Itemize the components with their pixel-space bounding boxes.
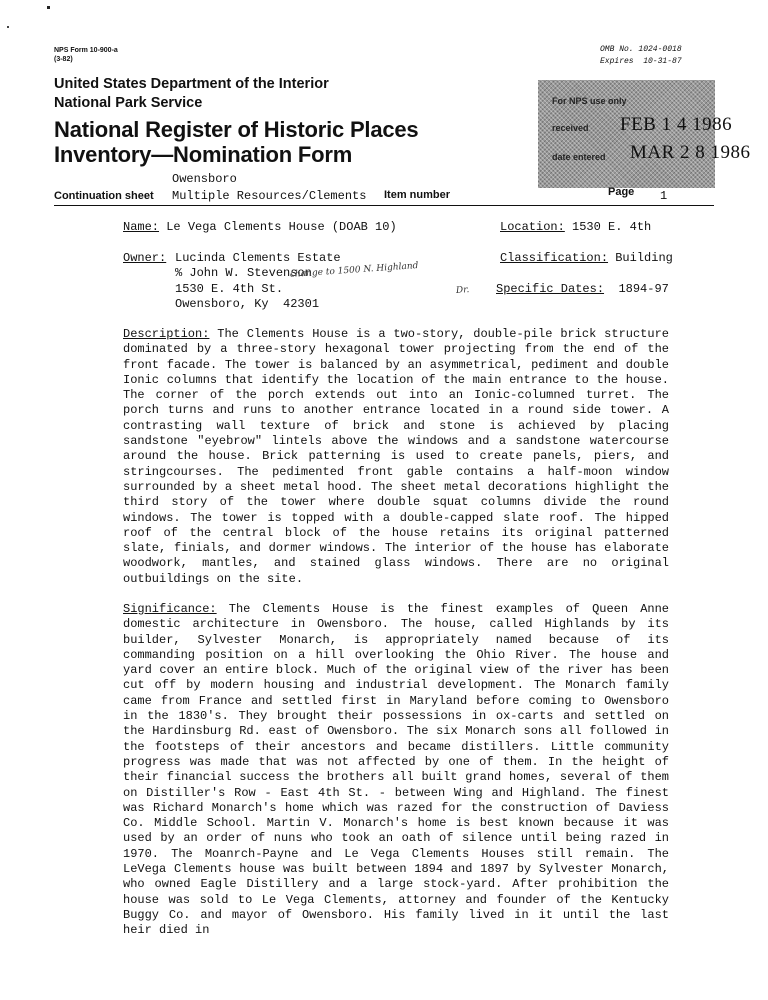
form-number-line1: NPS Form 10-900-a <box>54 47 118 54</box>
owner-line1: Lucinda Clements Estate <box>175 251 341 265</box>
owner-label <box>123 251 166 265</box>
handwritten-address-correction-suffix: Dr. <box>455 285 470 296</box>
scan-speck <box>47 6 50 9</box>
stamp-use-label: For NPS use only <box>552 96 627 106</box>
description-label: Description: <box>123 327 210 341</box>
nps-use-stamp <box>538 80 751 188</box>
classification-label: Classification: <box>500 251 609 265</box>
form-title-line2: Inventory—Nomination Form <box>54 142 353 167</box>
classification-field <box>500 251 673 265</box>
significance-text: The Clements House is the finest examples of Queen Anne domestic architecture in Owensboro. The house, called Highlands by its builder, Sylvester Monarch, is appropriately named because of its commanding position on a hill overlooking the Ohio River. The house and yard cover an entire block. Much of the original view of the river has been cut off by modern housing and industrial development. The Monarch family came from France and settled first in Maryland before coming to Owensboro in the 1830's. They brought their possessions in ox-carts and settled on the Hardinsburg Rd. east of Owensboro. The six Monarch sons all followed in the footsteps of their ancestors and became distillers. Little community progress was made that was not affected by one of them. In the height of their financial success the brothers all built grand homes, several of them on Distiller's Row - East 4th St. - between Wing and Highland. The finest was Richard Monarch's home which was razed for the construction of Daviess Co. Middle School. Martin V. Monarch's home is best known because it was used by an order of nuns who took an oath of silence until being razed in 1970. The Moanrch-Payne and Le Vega Clements Houses still remain. The LeVega Clements house was built between 1894 and 1897 by Sylvester Monarch, who owned Eagle Distillery and a large stock-yard. After prohibition the house was sold to Le Vega Clements, attorney and founder of the Kentucky Buggy Co. and mayor of Owensboro. His family lived in it until the last heir died in <box>123 602 669 938</box>
name-field <box>123 220 397 234</box>
page-label: Page <box>608 186 635 198</box>
significance-paragraph <box>123 602 669 939</box>
description-text: The Clements House is a two-story, double-pile brick structure dominated by a three-story hexagonal tower projecting from the end of the front facade. The tower is balanced by an asymmetrical, pediment and double Ionic columns that identify the location of the main entrance to the house. The corner of the porch extends out into an Ionic-columned turret. The porch turns and runs to another entrance located in a round side tower. A contrasting wall texture of brick and stone is achieved by placing sandstone "eyebrow" lintels above the windows and a sandstone watercourse around the house. Brick patterning is used to create panels, piers, and stringcourses. The pedimented front gable contains a half-moon window surrounded by a sheet metal hood. The sheet metal decorations highlight the third story of the tower where double squat columns divide the round windows. The tower is topped with a double-capped slate roof. The hipped roof of the central block of the house retains its original patterned slate, finials, and dormer windows. The interior of the house has elaborate woodwork, mantles, and stained glass windows. There are no original outbuildings on the site. <box>123 327 669 586</box>
description-paragraph <box>123 327 669 587</box>
omb-expiration: Expires 10-31-87 <box>600 57 682 66</box>
location-label: Location: <box>500 220 565 234</box>
item-number-label: Item number <box>384 189 451 201</box>
dates-label: Specific Dates: <box>496 282 605 296</box>
omb-number: OMB No. 1024-0018 <box>600 45 682 54</box>
handwritten-address-correction: change to 1500 N. Highland <box>289 261 419 280</box>
owner-line2: % John W. Stevenson <box>175 266 312 280</box>
classification-value: Building <box>615 251 673 265</box>
location-value: 1530 E. 4th <box>572 220 652 234</box>
dates-value: 1894-97 <box>618 282 669 296</box>
dates-field <box>496 282 669 296</box>
location-field <box>500 220 651 234</box>
scan-speck <box>7 26 9 28</box>
owner-line4: Owensboro, Ky 42301 <box>175 297 320 311</box>
page-number: 1 <box>660 189 668 203</box>
header-rule <box>54 205 714 206</box>
owner-line3: 1530 E. 4th St. <box>175 282 284 296</box>
continuation-place: Owensboro <box>172 172 237 186</box>
name-value: Le Vega Clements House (DOAB 10) <box>166 220 397 234</box>
continuation-sheet-label: Continuation sheet <box>54 190 154 202</box>
name-label: Name: <box>123 220 160 234</box>
stamp-entered-date: MAR 2 8 1986 <box>630 142 751 163</box>
agency-name: National Park Service <box>54 95 203 111</box>
stamp-received-date: FEB 1 4 1986 <box>620 114 733 135</box>
stamp-received-label: received <box>552 123 589 133</box>
form-title-line1: National Register of Historic Places <box>54 117 419 142</box>
continuation-sheet-value: Multiple Resources/Clements <box>172 189 367 203</box>
form-number-line2: (3-82) <box>54 56 73 63</box>
omb-block <box>600 44 682 68</box>
department-name: United States Department of the Interior <box>54 76 329 92</box>
owner-label-text: Owner: <box>123 251 167 265</box>
stamp-entered-label: date entered <box>552 152 606 162</box>
form-number <box>54 46 118 64</box>
significance-label: Significance: <box>123 602 217 616</box>
